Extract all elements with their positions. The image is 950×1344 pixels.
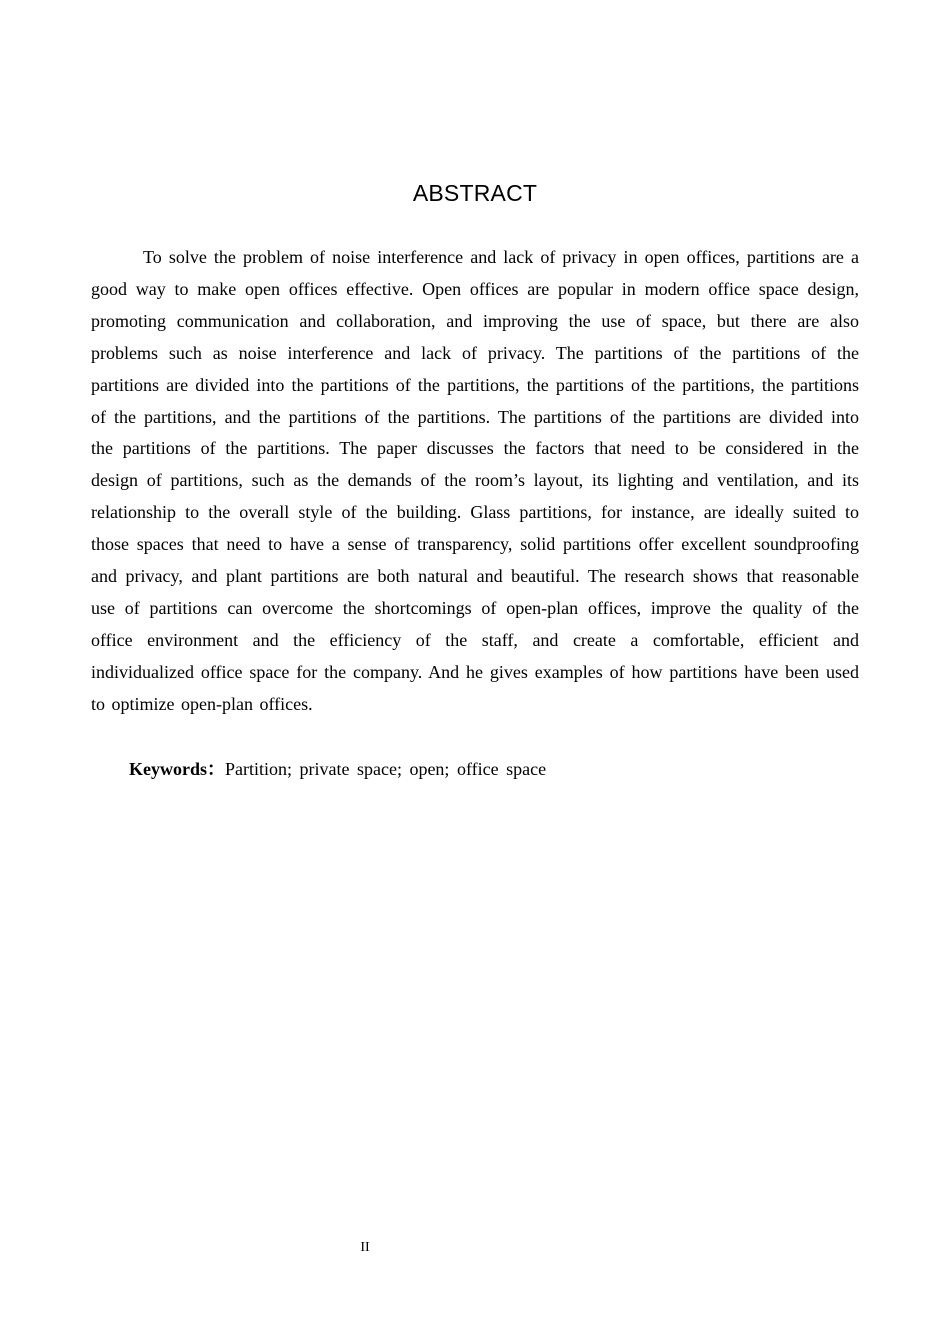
keywords-text: Partition; private space; open; office space (225, 759, 547, 779)
abstract-title: ABSTRACT (412, 180, 538, 206)
abstract-body: To solve the problem of noise interference and lack of privacy in open offices, partitions are a good way to make open offices effective. Open offices are popular in modern office space design, promoting communication and collaboration, and improving the use of space, but there are also problems such as noise interference and lack of privacy. The partitions of the partitions of the partitions are divided into the partitions of the partitions, the partitions of the partitions, the partitions of the partitions, and the partitions of the partitions. The partitions of the partitions are divided into the partitions of the partitions. The paper discusses the factors that need to be considered in the design of partitions, such as the demands of the room’s layout, its lighting and ventilation, and its relationship to the overall style of the building. Glass partitions, for instance, are ideally suited to those spaces that need to have a sense of transparency, solid partitions offer excellent soundproofing and privacy, and plant partitions are both natural and beautiful. The research shows that reasonable use of partitions can overcome the shortcomings of open-plan offices, improve the quality of the office environment and the efficiency of the staff, and create a comfortable, efficient and individualized office space for the company. And he gives examples of how partitions have been used to optimize open-plan offices. (91, 247, 859, 714)
keywords-label: Keywords： (129, 759, 225, 779)
keywords-line (129, 755, 859, 783)
page-number: II (360, 1240, 370, 1255)
